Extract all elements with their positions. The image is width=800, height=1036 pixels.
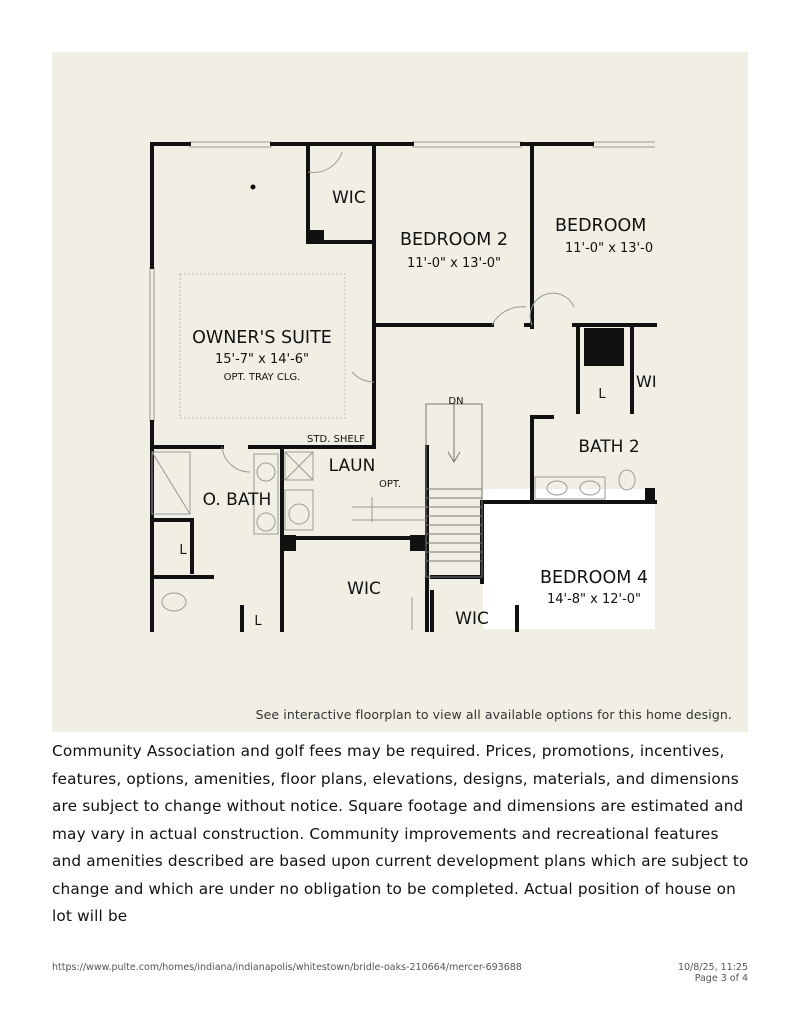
wic-bottom-label: WIC bbox=[347, 579, 381, 599]
linen-label-a: L bbox=[598, 387, 606, 402]
footer-url: https://www.pulte.com/homes/indiana/indianapolis/whitestown/bridle-oaks-210664/mercer-693688 bbox=[52, 962, 522, 973]
disclaimer-text: Community Association and golf fees may be required. Prices, promotions, incentives, features, options, amenities, floor plans, elevations, designs, materials, and dimensions are subject to change without notice. Square footage and dimensions are estimated and may vary in actual construction. Community improvements and recreational features and amenities described are based upon current development plans which are subject to change and which are under no obligation to be completed. Actual position of house on lot will be bbox=[52, 742, 749, 925]
footer-datetime: 10/8/25, 11:25 bbox=[677, 962, 748, 973]
wic-top-label: WIC bbox=[332, 188, 366, 208]
bedroom2-dims: 11'-0" x 13'-0" bbox=[406, 256, 502, 271]
owners-suite-dims: 15'-7" x 14'-6" bbox=[214, 352, 310, 367]
floorplan-panel bbox=[52, 52, 748, 732]
bedroom4-label: BEDROOM 4 bbox=[539, 568, 649, 588]
wic-bottom-right-label: WIC bbox=[455, 609, 489, 629]
linen-label-c: L bbox=[254, 614, 262, 629]
floorplan-caption: See interactive floorplan to view all available options for this home design. bbox=[255, 707, 732, 722]
footer-page-number: Page 3 of 4 bbox=[694, 973, 748, 984]
bedroom3-dims: 11'-0" x 13'-0 bbox=[565, 241, 654, 256]
bedroom3-label: BEDROOM bbox=[555, 216, 647, 236]
opt-label: OPT. bbox=[378, 479, 402, 490]
footer-page-info bbox=[678, 962, 748, 984]
std-shelf-label: STD. SHELF bbox=[307, 434, 366, 445]
o-bath-label: O. BATH bbox=[202, 490, 272, 510]
laun-label: LAUN bbox=[328, 456, 376, 476]
bedroom4-dims: 14'-8" x 12'-0" bbox=[546, 592, 642, 607]
owners-suite-note: OPT. TRAY CLG. bbox=[223, 372, 301, 383]
linen-label-b: L bbox=[179, 543, 187, 558]
bath2-label: BATH 2 bbox=[578, 437, 640, 457]
wic-right-label: WI bbox=[636, 372, 657, 391]
bedroom2-label: BEDROOM 2 bbox=[399, 230, 509, 250]
floorplan-drawing bbox=[52, 52, 748, 732]
owners-suite-label: OWNER'S SUITE bbox=[192, 328, 332, 348]
stairs-dn-label: DN bbox=[448, 396, 464, 407]
